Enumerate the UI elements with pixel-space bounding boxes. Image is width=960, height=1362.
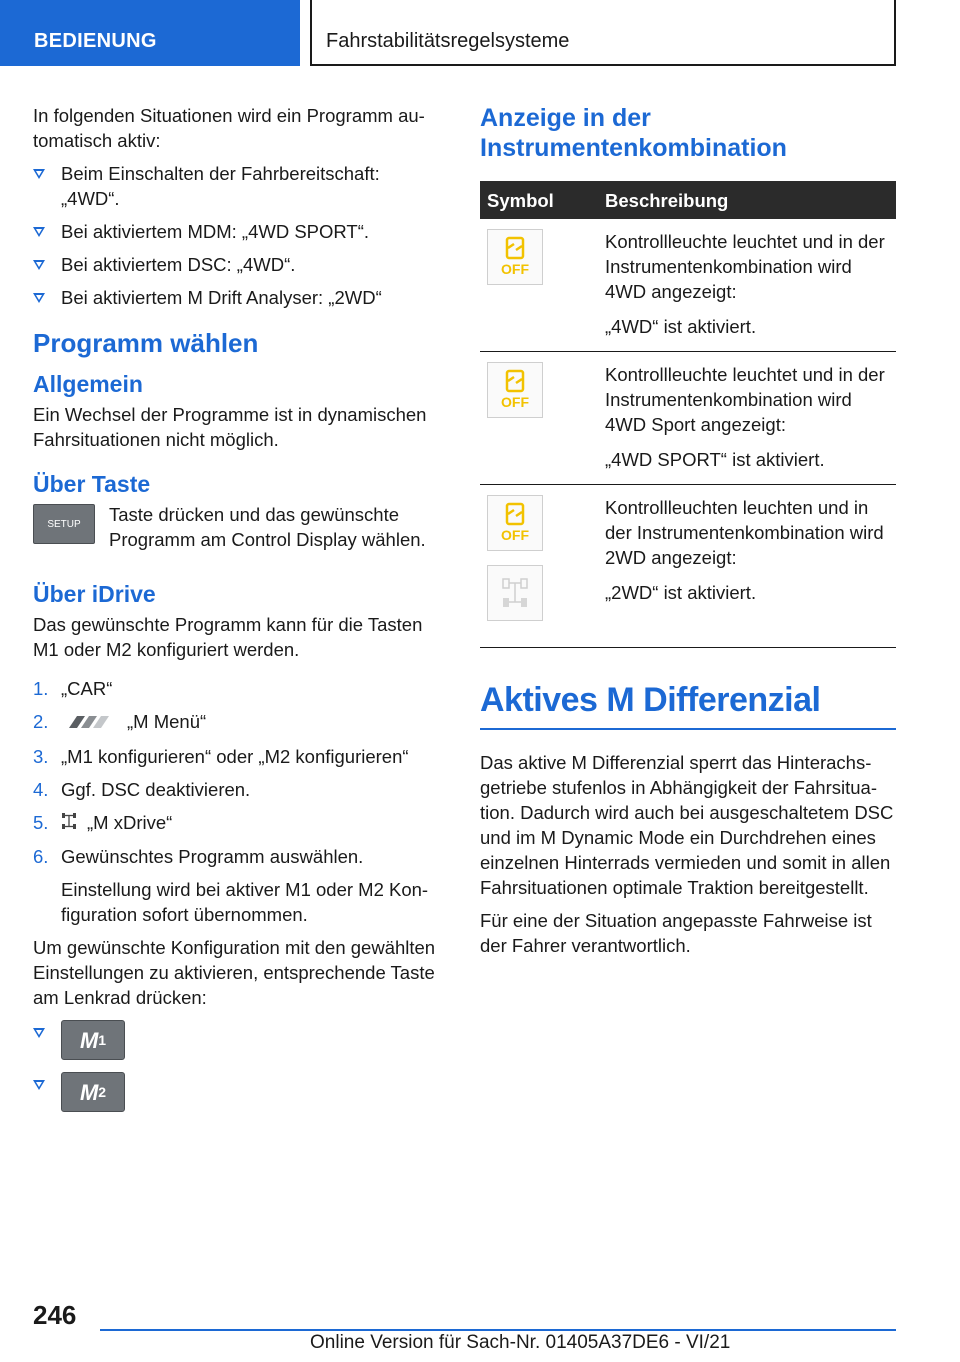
diff-paragraph-1: Das aktive M Differenzial sperrt das Hinterachsgetriebe stufenlos in Abhängigkeit der Fahrsituation. Dadurch wird auch bei ausgeschaltetem DSC und im M Dynamic Mode ein Durchdrehen eines einzelnen Hinterrads vermieden und somit in allen Fahrsituationen optimale Traktion bereitgestellt. [480,752,894,898]
bullet-triangle-icon [33,227,45,237]
diff-paragraph-2: Für eine der Situation angepasste Fahrweise ist der Fahrer verantwortlich. [480,910,872,956]
left-column [33,103,443,1120]
heading-ueber-taste: Über Taste [33,471,151,497]
footer-online-version: Online Version für Sach-Nr. 01405A37DE6 - VI/21 [310,1332,731,1353]
list-item [33,1020,443,1060]
table-header-beschreibung: Beschreibung [605,181,896,219]
4wd-sport-off-warning-icon [487,362,543,418]
list-item: Bei aktiviertem M Drift Analyser: „2WD“ [33,285,443,310]
page-number: 246 [33,1300,77,1330]
m-button-list [33,1020,443,1112]
list-item: 5. „M xDrive“ [33,810,443,837]
list-item: Bei aktiviertem MDM: „4WD SPORT“. [33,219,443,244]
svg-text:OFF: OFF [501,261,529,277]
table-header-symbol: Symbol [480,181,605,219]
svg-text:OFF: OFF [501,394,529,410]
row-status: „2WD“ ist aktiviert. [605,582,757,603]
list-item: Bei aktiviertem DSC: „4WD“. [33,252,443,277]
bullet-triangle-icon [33,169,45,179]
heading-programm-waehlen: Programm wählen [33,328,259,358]
2wd-drive-icon [487,565,543,621]
row-status: „4WD SPORT“ ist aktiviert. [605,449,825,470]
setup-row [33,502,443,552]
list-item: Beim Einschalten der Fahrbereitschaft: „4WD“. [33,161,443,211]
heading-aktives-m-differenzial: Aktives M Differenzial [480,678,896,730]
list-item: 2. „M Menü“ [33,709,443,736]
steps-list [33,676,443,927]
right-column [480,103,896,966]
section-title: BEDIENUNG [34,30,157,52]
2wd-off-warning-icon [487,495,543,551]
table-row [480,352,896,485]
auto-program-list [33,161,443,310]
row-status: „4WD“ ist aktiviert. [605,316,757,337]
chapter-tab [310,0,896,66]
intro-text: In folgenden Situationen wird ein Programm automatisch aktiv: [33,105,425,151]
footer-divider [100,1329,896,1331]
heading-allgemein: Allgemein [33,371,143,397]
allgemein-text: Ein Wechsel der Programme ist in dynamischen Fahrsituationen nicht möglich. [33,404,427,450]
setup-button-icon: SETUP [33,504,95,544]
bullet-triangle-icon [33,1080,45,1090]
4wd-off-warning-icon [487,229,543,285]
row-description: Kontrollleuchten leuchten und in der Instrumentenkombination wird 2WD angezeigt: [605,497,884,568]
indicator-table [480,181,896,648]
row-description: Kontrollleuchte leuchtet und in der Instrumentenkombination wird 4WD angezeigt: [605,231,885,302]
heading-ueber-idrive: Über iDrive [33,581,156,607]
bullet-triangle-icon [33,260,45,270]
m-stripes-icon [61,711,117,736]
taste-text: Taste drücken und das gewünschte Programm am Control Display wählen. [109,504,426,550]
bullet-triangle-icon [33,293,45,303]
list-item: 1. „CAR“ [33,678,113,699]
table-row [480,485,896,648]
m2-button-icon: M 2 [61,1072,125,1112]
table-row [480,219,896,352]
row-description: Kontrollleuchte leuchtet und in der Instrumentenkombination wird 4WD Sport angezeigt: [605,364,885,435]
xdrive-icon [61,811,77,836]
konfig-text: Um gewünschte Konfiguration mit den gewählten Einstellungen zu aktivieren, entsprechende Taste am Lenkrad drücken: [33,937,436,1009]
bullet-triangle-icon [33,1028,45,1038]
list-item: 4. Ggf. DSC deaktivieren. [33,778,251,800]
list-item: 3. „M1 konfigurieren“ oder „M2 konfigurieren“ [33,745,409,767]
chapter-title: Fahrstabilitätsregelsysteme [326,30,570,52]
svg-text:OFF: OFF [501,527,529,543]
list-item [33,1072,443,1112]
section-tab [0,0,300,66]
m1-button-icon: M 1 [61,1020,125,1060]
list-item: 6. Gewünschtes Programm auswählen. Einstellung wird bei aktiver M1 oder M2 Konfiguration sofort übernommen. [33,846,429,926]
idrive-text: Das gewünschte Programm kann für die Tasten M1 oder M2 konfiguriert werden. [33,614,423,660]
heading-anzeige: Anzeige in der Instrumentenkombination [480,104,787,162]
